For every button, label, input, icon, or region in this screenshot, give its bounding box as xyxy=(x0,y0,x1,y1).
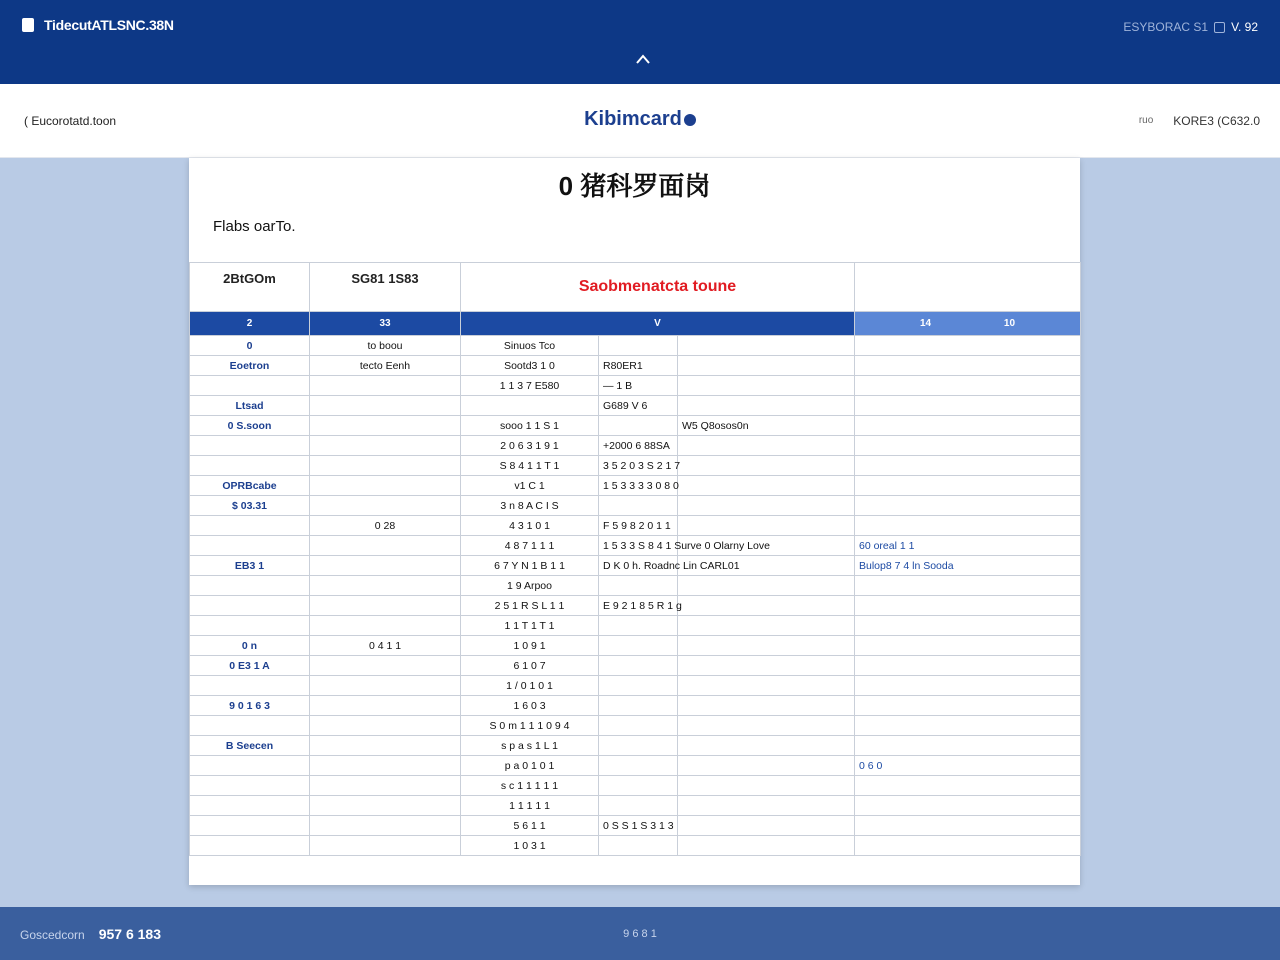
table-row xyxy=(190,596,1081,616)
table-cell[interactable]: 1 5 3 3 S 8 4 1 Surve 0 Olarny Love xyxy=(599,536,678,556)
table-cell[interactable] xyxy=(310,836,461,856)
table-cell[interactable]: 1 1 3 7 E580 xyxy=(461,376,599,396)
table-cell[interactable]: sooo 1 1 S 1 xyxy=(461,416,599,436)
table-cell[interactable]: W5 Q8osos0n xyxy=(678,416,855,436)
brand-name: Kibimcard xyxy=(584,108,682,130)
table-cell[interactable]: 1 5 3 3 3 3 0 8 0 xyxy=(599,476,678,496)
table-cell[interactable] xyxy=(855,776,1081,796)
table-cell[interactable] xyxy=(678,696,855,716)
table-cell[interactable] xyxy=(855,436,1081,456)
table-title[interactable]: Saobmenatcta toune xyxy=(461,263,855,312)
table-cell[interactable] xyxy=(678,836,855,856)
table-cell[interactable] xyxy=(855,496,1081,516)
table-cell[interactable] xyxy=(678,576,855,596)
table-cell[interactable] xyxy=(855,376,1081,396)
table-row xyxy=(190,756,1081,776)
table-row xyxy=(190,536,1081,556)
table-cell[interactable]: D K 0 h. Roadnc Lin CARL01 xyxy=(599,556,678,576)
brand-dot-icon xyxy=(684,114,696,126)
table-cell[interactable]: 0 xyxy=(190,336,310,356)
table-cell[interactable] xyxy=(599,416,678,436)
table-cell[interactable] xyxy=(678,756,855,776)
table-cell[interactable]: 2 0 6 3 1 9 1 xyxy=(461,436,599,456)
table-cell[interactable]: Eoetron xyxy=(190,356,310,376)
table-cell[interactable] xyxy=(190,576,310,596)
version-label: ESYBORAC S1 xyxy=(1123,20,1209,34)
table-cell[interactable] xyxy=(855,476,1081,496)
table-row xyxy=(190,636,1081,656)
table-cell[interactable]: OPRBcabe xyxy=(190,476,310,496)
table-cell[interactable] xyxy=(599,576,678,596)
table-cell[interactable] xyxy=(190,816,310,836)
table-cell[interactable] xyxy=(678,776,855,796)
table-cell[interactable] xyxy=(310,456,461,476)
table-row xyxy=(190,776,1081,796)
column-header-label: 10 xyxy=(1003,318,1016,329)
table-cell[interactable] xyxy=(310,616,461,636)
table-cell[interactable] xyxy=(599,716,678,736)
table-row xyxy=(190,696,1081,716)
table-cell[interactable] xyxy=(310,376,461,396)
column-header[interactable] xyxy=(855,312,1081,336)
subheader-small-text: ruo xyxy=(1138,115,1154,126)
table-cell[interactable]: 1 1 1 1 1 xyxy=(461,796,599,816)
version-value: V. 92 xyxy=(1231,20,1258,34)
table-row xyxy=(190,796,1081,816)
table-row xyxy=(190,336,1081,356)
table-cell[interactable]: s c 1 1 1 1 1 xyxy=(461,776,599,796)
table-row xyxy=(190,416,1081,436)
table-cell[interactable] xyxy=(190,376,310,396)
table-cell[interactable] xyxy=(190,676,310,696)
table-cell[interactable] xyxy=(678,496,855,516)
table-cell[interactable]: 1 6 0 3 xyxy=(461,696,599,716)
table-cell[interactable] xyxy=(855,736,1081,756)
status-value: 957 6 183 xyxy=(98,926,161,942)
table-cell[interactable]: 1 / 0 1 0 1 xyxy=(461,676,599,696)
version-indicator xyxy=(1123,20,1258,34)
table-cell[interactable] xyxy=(599,796,678,816)
header-cell-4[interactable] xyxy=(855,263,1081,312)
table-cell[interactable] xyxy=(310,556,461,576)
table-cell[interactable] xyxy=(599,756,678,776)
table-cell[interactable] xyxy=(310,536,461,556)
table-cell[interactable]: 1 0 3 1 xyxy=(461,836,599,856)
table-cell[interactable] xyxy=(310,756,461,776)
table-cell[interactable] xyxy=(678,436,855,456)
table-cell[interactable]: R80ER1 xyxy=(599,356,678,376)
table-cell[interactable]: 1 0 9 1 xyxy=(461,636,599,656)
table-row xyxy=(190,836,1081,856)
table-cell[interactable] xyxy=(855,396,1081,416)
table-cell[interactable] xyxy=(599,616,678,636)
table-cell[interactable] xyxy=(678,816,855,836)
table-cell[interactable]: to boou xyxy=(310,336,461,356)
table-cell[interactable]: 0 n xyxy=(190,636,310,656)
table-cell[interactable] xyxy=(310,656,461,676)
status-label: Goscedcorn xyxy=(20,928,85,942)
table-cell[interactable]: tecto Eenh xyxy=(310,356,461,376)
table-cell[interactable] xyxy=(461,396,599,416)
table-cell[interactable]: 6 1 0 7 xyxy=(461,656,599,676)
table-cell[interactable] xyxy=(310,696,461,716)
table-cell[interactable] xyxy=(855,576,1081,596)
table-cell[interactable] xyxy=(855,836,1081,856)
column-header-row xyxy=(190,312,1081,336)
table-row xyxy=(190,496,1081,516)
table-cell[interactable]: — 1 B xyxy=(599,376,678,396)
table-cell[interactable]: 4 8 7 1 1 1 xyxy=(461,536,599,556)
table-row xyxy=(190,576,1081,596)
table-cell[interactable] xyxy=(855,796,1081,816)
table-cell[interactable]: Sootd3 1 0 xyxy=(461,356,599,376)
table-cell[interactable] xyxy=(190,796,310,816)
table-cell[interactable]: 3 5 2 0 3 S 2 1 7 xyxy=(599,456,678,476)
status-bar xyxy=(0,907,1280,960)
table-row xyxy=(190,816,1081,836)
table-cell[interactable] xyxy=(678,336,855,356)
table-cell[interactable] xyxy=(855,596,1081,616)
table-cell[interactable]: B Seecen xyxy=(190,736,310,756)
table-cell[interactable] xyxy=(678,716,855,736)
table-cell[interactable] xyxy=(310,716,461,736)
table-cell[interactable] xyxy=(855,816,1081,836)
table-cell[interactable] xyxy=(190,716,310,736)
table-cell[interactable] xyxy=(190,456,310,476)
table-cell[interactable]: v1 C 1 xyxy=(461,476,599,496)
header-cell-0[interactable]: 2BtGOm xyxy=(190,263,310,312)
column-header-label: 14 xyxy=(919,318,932,329)
table-cell[interactable] xyxy=(678,356,855,376)
table-cell[interactable] xyxy=(678,596,855,616)
table-cell[interactable]: 3 n 8 A C I S xyxy=(461,496,599,516)
table-cell[interactable] xyxy=(190,516,310,536)
table-cell[interactable] xyxy=(190,776,310,796)
app-title: TidecutATLSNC.38N xyxy=(44,17,174,33)
table-cell[interactable] xyxy=(599,696,678,716)
table-cell[interactable]: p a 0 1 0 1 xyxy=(461,756,599,776)
table-cell[interactable] xyxy=(599,336,678,356)
table-cell[interactable]: F 5 9 8 2 0 1 1 xyxy=(599,516,678,536)
column-header[interactable]: 2 xyxy=(190,312,310,336)
table-cell[interactable] xyxy=(599,736,678,756)
table-cell[interactable] xyxy=(678,476,855,496)
back-link[interactable]: ( Eucorotatd.toon xyxy=(24,114,117,128)
table-cell[interactable] xyxy=(855,676,1081,696)
table-cell[interactable] xyxy=(599,676,678,696)
table-cell[interactable]: Sinuos Tco xyxy=(461,336,599,356)
table-cell[interactable]: $ 03.31 xyxy=(190,496,310,516)
table-cell[interactable] xyxy=(310,776,461,796)
table-cell[interactable] xyxy=(599,776,678,796)
table-cell[interactable] xyxy=(855,336,1081,356)
table-cell[interactable] xyxy=(310,496,461,516)
brand-logo xyxy=(0,108,1280,131)
table-cell[interactable] xyxy=(310,576,461,596)
table-cell[interactable]: 0 S.soon xyxy=(190,416,310,436)
table-row xyxy=(190,356,1081,376)
table-cell[interactable]: 2 5 1 R S L 1 1 xyxy=(461,596,599,616)
subheader-right-text[interactable]: KORE3 (C632.0 xyxy=(1173,114,1260,128)
table-cell[interactable] xyxy=(678,656,855,676)
table-cell[interactable] xyxy=(855,696,1081,716)
app-icon xyxy=(22,18,34,32)
table-cell[interactable]: 60 oreal 1 1 xyxy=(855,536,1081,556)
table-cell[interactable] xyxy=(190,536,310,556)
table-cell[interactable] xyxy=(678,676,855,696)
table-cell[interactable]: EB3 1 xyxy=(190,556,310,576)
table-cell[interactable] xyxy=(190,616,310,636)
table-cell[interactable]: 1 1 T 1 T 1 xyxy=(461,616,599,636)
column-header[interactable]: V xyxy=(461,312,855,336)
table-cell[interactable] xyxy=(855,716,1081,736)
table-cell[interactable]: S 8 4 1 1 T 1 xyxy=(461,456,599,476)
table-cell[interactable]: +2000 6 88SA xyxy=(599,436,678,456)
table-cell[interactable] xyxy=(855,456,1081,476)
table-cell[interactable]: 0 6 0 xyxy=(855,756,1081,776)
table-cell[interactable] xyxy=(678,456,855,476)
table-row xyxy=(190,556,1081,576)
data-table xyxy=(189,262,1081,856)
table-cell[interactable] xyxy=(678,396,855,416)
app-header xyxy=(0,0,1280,84)
table-cell[interactable]: G689 V 6 xyxy=(599,396,678,416)
table-cell[interactable]: 4 3 1 0 1 xyxy=(461,516,599,536)
table-row xyxy=(190,516,1081,536)
table-row xyxy=(190,616,1081,636)
table-cell[interactable] xyxy=(190,596,310,616)
table-cell[interactable] xyxy=(310,436,461,456)
table-cell[interactable]: 6 7 Y N 1 B 1 1 xyxy=(461,556,599,576)
table-row xyxy=(190,456,1081,476)
header-cell-1[interactable]: SG81 1S83 xyxy=(310,263,461,312)
table-cell[interactable]: 5 6 1 1 xyxy=(461,816,599,836)
table-cell[interactable] xyxy=(599,496,678,516)
table-row xyxy=(190,716,1081,736)
table-cell[interactable] xyxy=(310,736,461,756)
table-cell[interactable] xyxy=(678,616,855,636)
table-cell[interactable] xyxy=(190,836,310,856)
table-cell[interactable] xyxy=(310,816,461,836)
table-cell[interactable] xyxy=(310,796,461,816)
table-cell[interactable] xyxy=(190,756,310,776)
table-row xyxy=(190,736,1081,756)
table-cell[interactable] xyxy=(310,396,461,416)
table-cell[interactable] xyxy=(190,436,310,456)
table-cell[interactable]: 0 S S 1 S 3 1 3 xyxy=(599,816,678,836)
page-indicator: 9 6 8 1 xyxy=(623,928,657,940)
table-cell[interactable] xyxy=(678,516,855,536)
table-cell[interactable] xyxy=(310,476,461,496)
table-cell[interactable] xyxy=(599,636,678,656)
table-cell[interactable] xyxy=(310,596,461,616)
table-cell[interactable] xyxy=(855,656,1081,676)
table-cell[interactable] xyxy=(855,616,1081,636)
table-cell[interactable] xyxy=(599,836,678,856)
table-row xyxy=(190,396,1081,416)
table-cell[interactable]: Ltsad xyxy=(190,396,310,416)
table-cell[interactable] xyxy=(310,676,461,696)
table-cell[interactable] xyxy=(855,516,1081,536)
table-cell[interactable]: 1 9 Arpoo xyxy=(461,576,599,596)
table-header-row xyxy=(190,263,1081,312)
column-header[interactable]: 33 xyxy=(310,312,461,336)
table-cell[interactable]: S 0 m 1 1 1 0 9 4 xyxy=(461,716,599,736)
table-cell[interactable]: s p a s 1 L 1 xyxy=(461,736,599,756)
table-row xyxy=(190,376,1081,396)
table-cell[interactable]: E 9 2 1 8 5 R 1 g xyxy=(599,596,678,616)
table-cell[interactable] xyxy=(855,356,1081,376)
table-cell[interactable]: 0 E3 1 A xyxy=(190,656,310,676)
table-cell[interactable]: 0 4 1 1 xyxy=(310,636,461,656)
table-cell[interactable] xyxy=(678,376,855,396)
table-cell[interactable] xyxy=(855,636,1081,656)
table-cell[interactable] xyxy=(678,796,855,816)
table-cell[interactable]: Bulop8 7 4 ln Sooda xyxy=(855,556,1081,576)
sheet-subtitle: Flabs oarTo. xyxy=(213,218,296,235)
chevron-up-icon[interactable] xyxy=(634,52,652,66)
table-cell[interactable]: 0 28 xyxy=(310,516,461,536)
table-row xyxy=(190,676,1081,696)
table-row xyxy=(190,656,1081,676)
table-cell[interactable]: 9 0 1 6 3 xyxy=(190,696,310,716)
table-cell[interactable] xyxy=(855,416,1081,436)
table-cell[interactable] xyxy=(678,736,855,756)
table-row xyxy=(190,436,1081,456)
table-cell[interactable] xyxy=(599,656,678,676)
table-row xyxy=(190,476,1081,496)
window-icon[interactable] xyxy=(1214,22,1225,33)
sheet-title: 0 猪科罗面岗 xyxy=(558,171,711,201)
spreadsheet-sheet xyxy=(189,158,1080,885)
sub-header xyxy=(0,84,1280,158)
table-cell[interactable] xyxy=(310,416,461,436)
subheader-right xyxy=(1139,114,1260,128)
table-cell[interactable] xyxy=(678,636,855,656)
